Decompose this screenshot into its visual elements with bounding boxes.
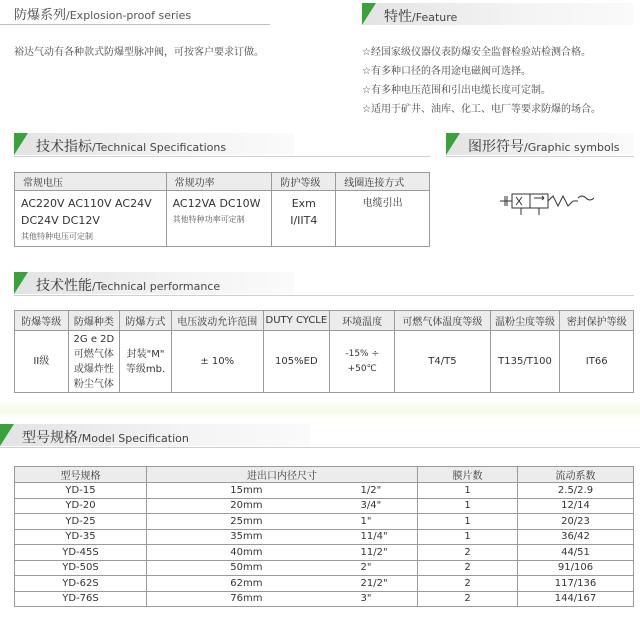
diaphragm-cell: 1	[418, 514, 518, 530]
inch-cell: 11/4"	[271, 529, 418, 545]
model-title-en: Model Specification	[81, 432, 189, 445]
flow-cell: 12/14	[518, 498, 634, 514]
spec-protection-value: Exm I/IIT4	[290, 197, 318, 227]
section-glow	[0, 400, 640, 420]
perf-title-en: Technical performance	[95, 280, 221, 293]
flow-cell: 44/51	[518, 545, 634, 561]
perf-seal-value: IT66	[560, 331, 634, 393]
green-marker-icon	[14, 272, 28, 294]
mm-cell: 76mm	[147, 591, 271, 607]
perf-voltage-range-value: ± 10%	[171, 331, 263, 393]
perf-dust-temp-value: T135/T100	[490, 331, 560, 393]
model-cell: YD-45S	[15, 545, 147, 561]
graphic-header: 图形符号/Graphic symbols	[446, 133, 634, 155]
perf-type-line1: 2G e 2D	[73, 333, 115, 345]
spec-connection-cell	[336, 191, 430, 247]
inch-cell: 21/2"	[271, 576, 418, 592]
spec-header-power: 常规功率	[166, 173, 272, 191]
green-marker-icon	[446, 133, 460, 155]
table-row	[15, 560, 634, 576]
spec-title-en: Technical Specifications	[95, 141, 227, 154]
spec-header: 技术指标/Technical Specifications	[14, 133, 294, 155]
model-cell: YD-20	[15, 498, 147, 514]
model-table	[14, 466, 634, 607]
feature-header: 特性/Feature	[362, 3, 634, 25]
diaphragm-cell: 2	[418, 560, 518, 576]
perf-duty-value: 105%ED	[263, 331, 330, 393]
spec-table	[14, 172, 430, 247]
flow-cell: 20/23	[518, 514, 634, 530]
perf-header-dust-temp: 温粉尘度等级	[490, 311, 560, 331]
model-divider	[0, 447, 640, 448]
perf-type-line4: 粉尘气体	[73, 378, 114, 390]
model-header-diaphragm: 膜片数	[418, 467, 518, 483]
series-title: 防爆系列/Explosion-proof series	[14, 8, 192, 23]
perf-method-cell	[120, 331, 172, 393]
green-marker-icon	[14, 133, 28, 155]
inch-cell: 3"	[271, 591, 418, 607]
feature-item: ☆有多种电压范围和引出电缆长度可定制。	[362, 85, 551, 96]
model-cell: YD-50S	[15, 560, 147, 576]
graphic-title-cn: 图形符号	[468, 139, 524, 155]
feature-item: ☆经国家级仪器仪表防爆安全监督检验站检测合格。	[362, 47, 591, 58]
model-cell: YD-35	[15, 529, 147, 545]
spec-header-connection: 线圈连接方式	[336, 173, 430, 191]
spec-power-cell	[166, 191, 272, 247]
feature-title-cn: 特性	[384, 9, 412, 25]
perf-header-seal: 密封保护等级	[560, 311, 634, 331]
flow-cell: 91/106	[518, 560, 634, 576]
model-header-size: 进出口内径尺寸	[147, 467, 418, 483]
solenoid-valve-symbol-icon	[498, 188, 594, 218]
perf-title-cn: 技术性能	[36, 278, 92, 294]
perf-type-cell	[68, 331, 120, 393]
flow-cell: 2.5/2.9	[518, 483, 634, 499]
spec-protection-cell	[272, 191, 336, 247]
model-cell: YD-15	[15, 483, 147, 499]
inch-cell: 11/2"	[271, 545, 418, 561]
perf-method-line1: 封装"M"	[126, 348, 165, 360]
diaphragm-cell: 2	[418, 591, 518, 607]
mm-cell: 25mm	[147, 514, 271, 530]
mm-cell: 40mm	[147, 545, 271, 561]
model-cell: YD-76S	[15, 591, 147, 607]
intro-text: 裕达气动有各种款式防爆型脉冲阀，可按客户要求订做。	[14, 47, 264, 58]
spec-voltage-line2: DC24V DC12V	[21, 214, 100, 227]
perf-header-grade: 防爆等级	[15, 311, 69, 331]
perf-header-gas-temp: 可燃气体温度等级	[395, 311, 490, 331]
model-title-cn: 型号规格	[22, 430, 78, 446]
mm-cell: 20mm	[147, 498, 271, 514]
mm-cell: 50mm	[147, 560, 271, 576]
spec-header-protection: 防护等级	[272, 173, 336, 191]
spec-power-line1: AC12VA DC10W	[172, 197, 261, 210]
inch-cell: 1/2"	[271, 483, 418, 499]
model-cell: YD-62S	[15, 576, 147, 592]
series-title-en: Explosion-proof series	[69, 9, 192, 22]
table-row	[15, 514, 634, 530]
perf-method-line2: 等级mb.	[125, 363, 166, 375]
perf-type-line3: 或爆炸性	[73, 363, 114, 375]
perf-header-method: 防爆方式	[120, 311, 172, 331]
green-marker-icon	[0, 424, 14, 446]
feature-title-en: Feature	[415, 11, 458, 24]
diaphragm-cell: 1	[418, 498, 518, 514]
table-row	[15, 498, 634, 514]
table-row	[15, 591, 634, 607]
flow-cell: 144/167	[518, 591, 634, 607]
spec-voltage-line1: AC220V AC110V AC24V	[21, 197, 152, 210]
table-row	[15, 483, 634, 499]
table-row	[15, 529, 634, 545]
spec-power-note: 其他特种功率可定制	[172, 215, 245, 224]
model-header-model: 型号规格	[15, 467, 147, 483]
perf-ambient-value: -15% ÷ +50℃	[330, 331, 395, 393]
spec-voltage-note: 其他特种电压可定制	[21, 232, 93, 241]
perf-header-ambient: 环境温度	[330, 311, 395, 331]
perf-header: 技术性能/Technical performance	[14, 272, 294, 294]
feature-item: ☆适用于矿井、油库、化工、电厂等要求防爆的场合。	[362, 104, 601, 115]
mm-cell: 15mm	[147, 483, 271, 499]
spec-connection-value: 电缆引出	[362, 198, 403, 209]
perf-gas-temp-value: T4/T5	[395, 331, 490, 393]
perf-type-line2: 可燃气体	[73, 348, 114, 360]
perf-table	[14, 310, 634, 393]
series-title-cn: 防爆系列	[14, 8, 67, 23]
spec-header-voltage: 常规电压	[15, 173, 167, 191]
inch-cell: 1"	[271, 514, 418, 530]
spec-divider	[14, 156, 430, 157]
flow-cell: 117/136	[518, 576, 634, 592]
flow-cell: 36/42	[518, 529, 634, 545]
perf-grade-value: II级	[15, 331, 69, 393]
perf-divider	[14, 295, 634, 296]
diaphragm-cell: 2	[418, 576, 518, 592]
spec-title-cn: 技术指标	[36, 139, 92, 155]
inch-cell: 3/4"	[271, 498, 418, 514]
model-header-flow: 流动系数	[518, 467, 634, 483]
graphic-divider	[446, 156, 634, 157]
perf-header-duty: DUTY CYCLE	[263, 311, 330, 331]
model-cell: YD-25	[15, 514, 147, 530]
perf-header-voltage-range: 电压波动允许范围	[171, 311, 263, 331]
mm-cell: 35mm	[147, 529, 271, 545]
diaphragm-cell: 2	[418, 545, 518, 561]
graphic-title-en: Graphic symbols	[527, 141, 620, 154]
spec-voltage-cell	[15, 191, 167, 247]
title-underline	[0, 24, 270, 25]
inch-cell: 2"	[271, 560, 418, 576]
green-marker-icon	[362, 3, 376, 25]
model-header: 型号规格/Model Specification	[0, 424, 310, 446]
table-row	[15, 576, 634, 592]
table-row	[15, 545, 634, 561]
perf-header-type: 防爆种类	[68, 311, 120, 331]
feature-list	[362, 43, 601, 119]
diaphragm-cell: 1	[418, 529, 518, 545]
diaphragm-cell: 1	[418, 483, 518, 499]
feature-item: ☆有多种口径的各用途电磁阀可选择。	[362, 66, 531, 77]
mm-cell: 62mm	[147, 576, 271, 592]
